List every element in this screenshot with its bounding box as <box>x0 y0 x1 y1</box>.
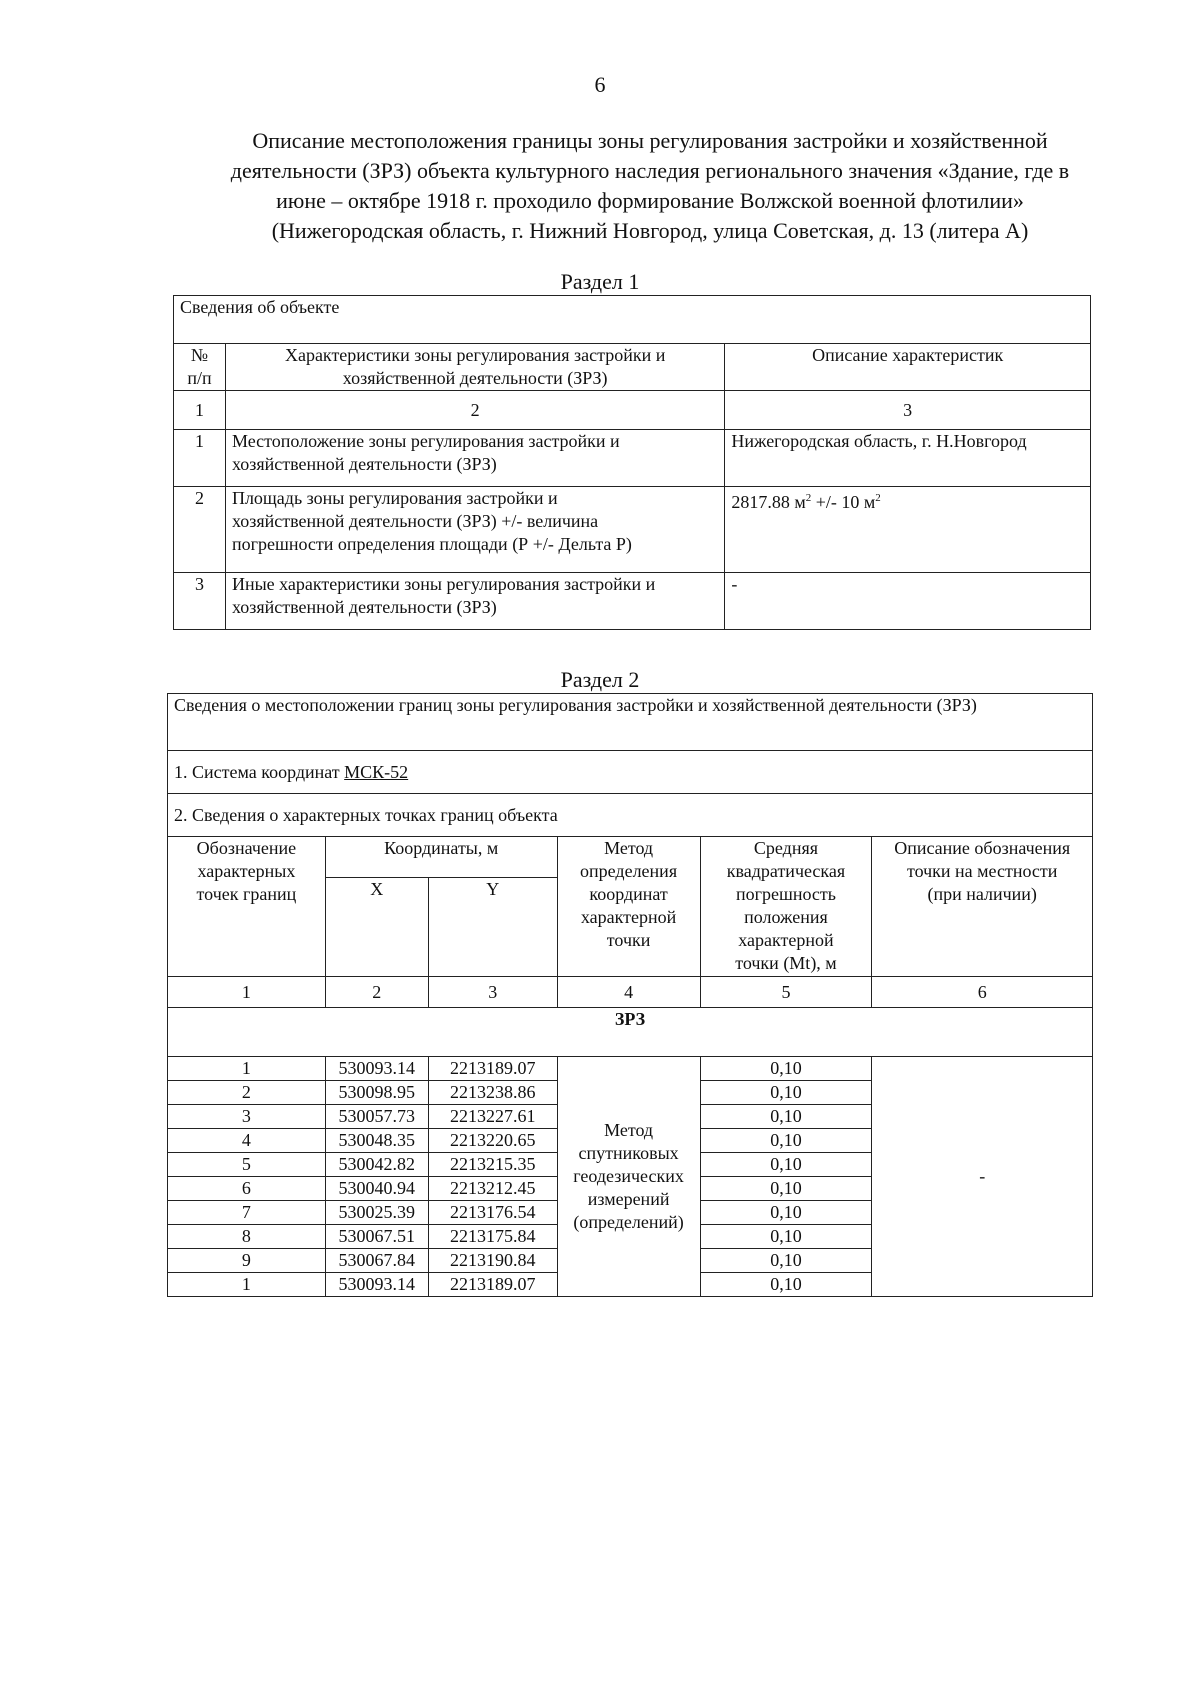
point-id: 4 <box>168 1129 326 1153</box>
point-y: 2213175.84 <box>428 1225 557 1249</box>
row-no: 1 <box>174 430 226 487</box>
row-characteristic: Иные характеристики зоны регулирования застройки и хозяйственной деятельности (ЗРЗ) <box>225 573 724 630</box>
point-x: 530067.51 <box>325 1225 428 1249</box>
header-point-description: Описание обозначения точки на местности (при наличии) <box>872 837 1093 977</box>
method-cell: Метод спутниковых геодезических измерений (определений) <box>557 1057 700 1297</box>
row-value: 2817.88 $м^2$ +/- 10 $м^2$ <box>725 487 1091 573</box>
header-point: Обозначение характерных точек границ <box>168 837 326 977</box>
row-characteristic: Площадь зоны регулирования застройки и хозяйственной деятельности (ЗРЗ) +/- величина погрешности определения площади (Р +/- Дельта Р) <box>225 487 724 573</box>
header-error: Средняя квадратическая погрешность положения характерной точки (Mt), м <box>700 837 872 977</box>
table-row <box>174 430 1091 487</box>
header-coordinates: Координаты, м <box>325 837 557 878</box>
header-y: Y <box>428 878 557 977</box>
title-line: июне – октябре 1918 г. проходило формирование Волжской военной флотилии» <box>276 188 1024 213</box>
point-id: 7 <box>168 1201 326 1225</box>
point-mt: 0,10 <box>700 1153 872 1177</box>
col-number: 3 <box>725 391 1091 430</box>
point-y: 2213220.65 <box>428 1129 557 1153</box>
point-id: 6 <box>168 1177 326 1201</box>
col-number: 2 <box>225 391 724 430</box>
point-y: 2213190.84 <box>428 1249 557 1273</box>
row-value: Нижегородская область, г. Н.Новгород <box>725 430 1091 487</box>
section1-heading: Раздел 1 <box>560 269 640 294</box>
section1-table <box>173 295 1091 630</box>
point-id: 1 <box>168 1273 326 1297</box>
point-mt: 0,10 <box>700 1201 872 1225</box>
points-caption: 2. Сведения о характерных точках границ объекта <box>168 794 1093 837</box>
point-mt: 0,10 <box>700 1177 872 1201</box>
point-mt: 0,10 <box>700 1129 872 1153</box>
table-row <box>174 487 1091 573</box>
header-x: X <box>325 878 428 977</box>
title-line: деятельности (ЗРЗ) объекта культурного наследия регионального значения «Здание, где в <box>230 158 1070 183</box>
point-x: 530093.14 <box>325 1057 428 1081</box>
table-row <box>168 1057 1093 1081</box>
point-y: 2213189.07 <box>428 1273 557 1297</box>
col-number: 2 <box>325 977 428 1008</box>
page-number: 6 <box>594 72 606 97</box>
col-number: 6 <box>872 977 1093 1008</box>
col-number: 1 <box>168 977 326 1008</box>
row-no: 2 <box>174 487 226 573</box>
point-x: 530040.94 <box>325 1177 428 1201</box>
point-mt: 0,10 <box>700 1273 872 1297</box>
col-number: 3 <box>428 977 557 1008</box>
point-y: 2213189.07 <box>428 1057 557 1081</box>
document-title <box>160 126 1140 246</box>
header-method: Метод определения координат характерной точки <box>557 837 700 977</box>
point-x: 530025.39 <box>325 1201 428 1225</box>
point-mt: 0,10 <box>700 1081 872 1105</box>
point-y: 2213215.35 <box>428 1153 557 1177</box>
header-characteristic: Характеристики зоны регулирования застройки и хозяйственной деятельности (ЗРЗ) <box>225 344 724 391</box>
col-number: 5 <box>700 977 872 1008</box>
coordinate-system: 1. Система координат МСК-52 <box>168 751 1093 794</box>
point-y: 2213227.61 <box>428 1105 557 1129</box>
point-x: 530098.95 <box>325 1081 428 1105</box>
point-y: 2213176.54 <box>428 1201 557 1225</box>
header-no: № п/п <box>174 344 226 391</box>
point-y: 2213212.45 <box>428 1177 557 1201</box>
point-mt: 0,10 <box>700 1057 872 1081</box>
point-id: 1 <box>168 1057 326 1081</box>
section1-caption: Сведения об объекте <box>174 296 1091 344</box>
point-id: 9 <box>168 1249 326 1273</box>
point-mt: 0,10 <box>700 1225 872 1249</box>
title-line: Описание местоположения границы зоны регулирования застройки и хозяйственной <box>252 128 1048 153</box>
title-line: (Нижегородская область, г. Нижний Новгород, улица Советская, д. 13 (литера А) <box>271 218 1029 243</box>
point-x: 530057.73 <box>325 1105 428 1129</box>
section2-caption: Сведения о местоположении границ зоны регулирования застройки и хозяйственной деятельности (ЗРЗ) <box>168 694 1093 751</box>
point-id: 8 <box>168 1225 326 1249</box>
row-characteristic: Местоположение зоны регулирования застройки и хозяйственной деятельности (ЗРЗ) <box>225 430 724 487</box>
table-row <box>174 573 1091 630</box>
row-no: 3 <box>174 573 226 630</box>
point-mt: 0,10 <box>700 1249 872 1273</box>
section2-table <box>167 693 1093 1297</box>
row-value: - <box>725 573 1091 630</box>
section2-heading: Раздел 2 <box>560 667 640 692</box>
coordinate-system-value: МСК-52 <box>344 761 409 782</box>
col-number: 1 <box>174 391 226 430</box>
point-id: 2 <box>168 1081 326 1105</box>
zone-label: ЗРЗ <box>168 1008 1093 1057</box>
point-id: 5 <box>168 1153 326 1177</box>
col-number: 4 <box>557 977 700 1008</box>
point-x: 530067.84 <box>325 1249 428 1273</box>
point-x: 530048.35 <box>325 1129 428 1153</box>
point-x: 530093.14 <box>325 1273 428 1297</box>
header-description: Описание характеристик <box>725 344 1091 391</box>
point-mt: 0,10 <box>700 1105 872 1129</box>
point-id: 3 <box>168 1105 326 1129</box>
point-x: 530042.82 <box>325 1153 428 1177</box>
description-cell: - <box>872 1057 1093 1297</box>
point-y: 2213238.86 <box>428 1081 557 1105</box>
